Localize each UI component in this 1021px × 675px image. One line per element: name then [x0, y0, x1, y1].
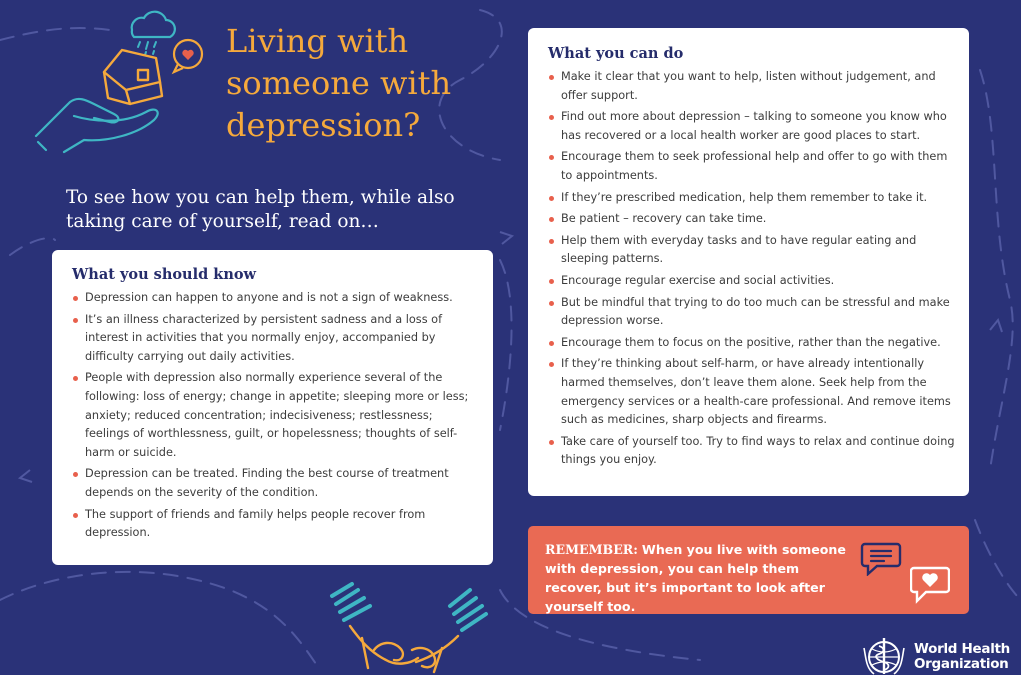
list-item: Depression can happen to anyone and is not a sign of weakness.	[72, 289, 479, 308]
remember-text	[545, 540, 855, 616]
card-heading: What you should know	[72, 266, 257, 283]
list-item: Take care of yourself too. Try to find ways to relax and continue doing things you enjoy.	[548, 433, 955, 470]
heart-chat-icon	[910, 564, 950, 604]
page-title: Living with someone with depression?	[226, 22, 452, 144]
heart-speech-bubble-icon	[174, 40, 202, 72]
list-item: But be mindful that trying to do too much can be stressful and make depression worse.	[548, 294, 955, 331]
list-item: The support of friends and family helps people recover from depression.	[72, 506, 479, 543]
house-in-hand-icon	[34, 4, 214, 159]
list-item: If they’re thinking about self-harm, or have already intentionally harmed themselves, don’t leave them alone. Seek help from the emergency services or a health-care professional. And remove items such as medicines, sharp objects and firearms.	[548, 355, 955, 429]
list-item: Depression can be treated. Finding the best course of treatment depends on the severity of the condition.	[72, 465, 479, 502]
do-list	[548, 68, 955, 470]
org-name-line1: World Health	[914, 641, 1010, 657]
list-item: If they’re prescribed medication, help them remember to take it.	[548, 189, 955, 208]
list-item: Help them with everyday tasks and to have regular eating and sleeping patterns.	[548, 232, 955, 269]
list-item: Make it clear that you want to help, listen without judgement, and offer support.	[548, 68, 955, 105]
know-list	[72, 289, 479, 543]
card-heading: What you can do	[548, 45, 684, 62]
list-item: Encourage them to focus on the positive, rather than the negative.	[548, 334, 955, 353]
holding-hands-icon	[322, 578, 492, 675]
list-item: People with depression also normally experience several of the following: loss of energy; change in appetite; sleeping more or less; anxiety; reduced concentration; indecisiveness; restlessness; feelings of worthlessness, guilt, or hopelessness; thoughts of self-harm or suicide.	[72, 369, 479, 462]
list-item: Encourage them to seek professional help and offer to go with them to appointments.	[548, 148, 955, 185]
rain-cloud-icon	[132, 12, 175, 55]
intro-text: To see how you can help them, while also taking care of yourself, read on…	[66, 187, 455, 232]
remember-box	[528, 526, 969, 614]
who-emblem-icon	[862, 636, 906, 675]
list-item: It’s an illness characterized by persistent sadness and a loss of interest in activities that you normally enjoy, accompanied by difficulty carrying out daily activities.	[72, 311, 479, 367]
who-logo	[862, 636, 1021, 675]
chat-bubble-icon	[860, 540, 902, 576]
org-name-line2: Organization	[914, 656, 1009, 672]
remember-keyword: REMEMBER:	[545, 542, 638, 557]
remember-message: When you live with someone with depression, you can help them recover, but it’s important to look after yourself too.	[545, 542, 846, 614]
what-you-can-do-card	[528, 28, 969, 496]
list-item: Find out more about depression – talking to someone you know who has recovered or a local health worker are good places to start.	[548, 108, 955, 145]
org-name	[914, 642, 1010, 672]
list-item: Be patient – recovery can take time.	[548, 210, 955, 229]
list-item: Encourage regular exercise and social activities.	[548, 272, 955, 291]
what-you-should-know-card	[52, 250, 493, 565]
